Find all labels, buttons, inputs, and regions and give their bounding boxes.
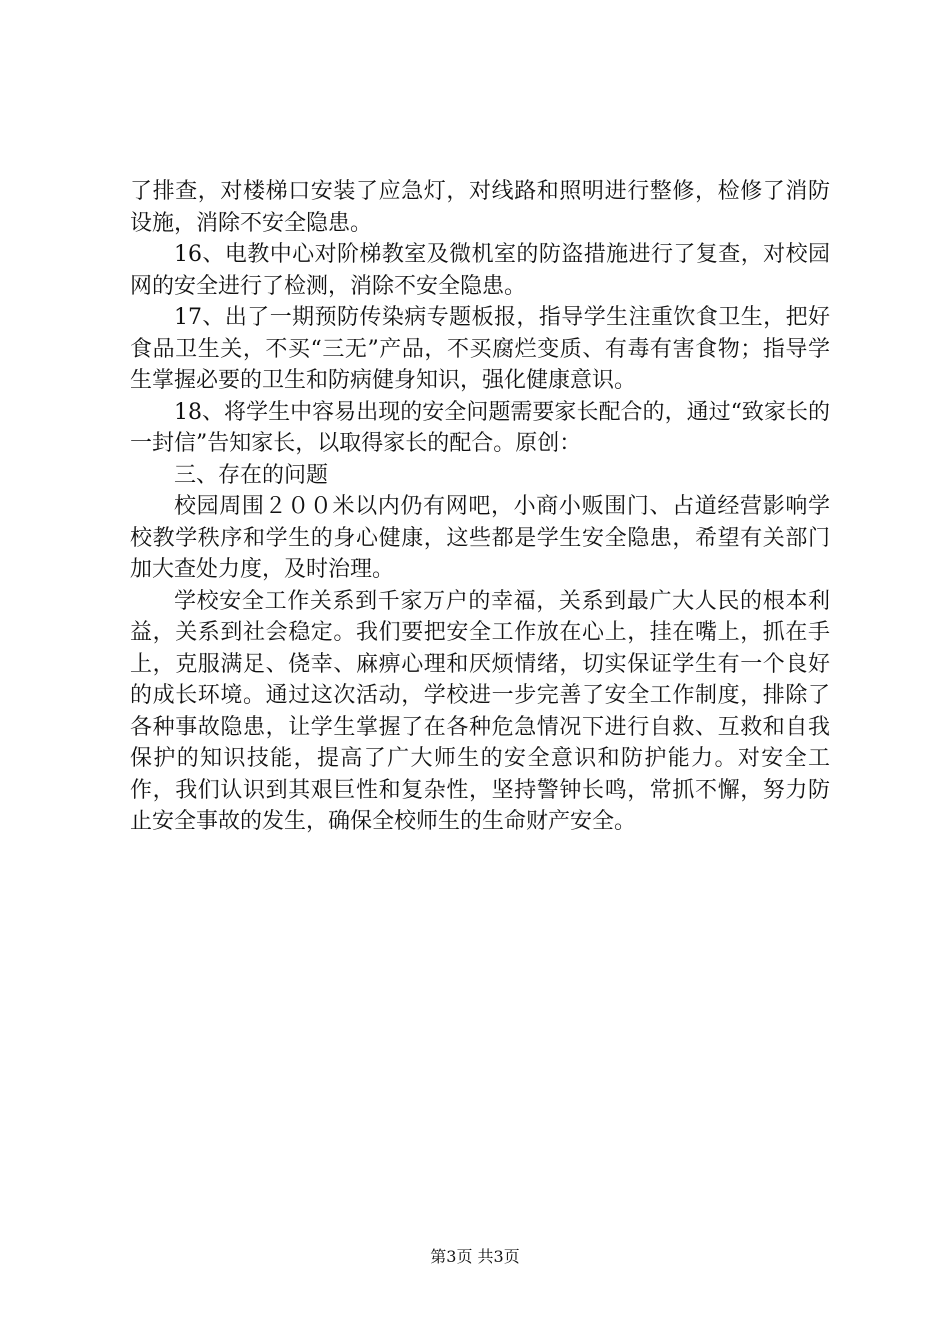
paragraph-continuation: 了排查，对楼梯口安装了应急灯，对线路和照明进行整修，检修了消防设施，消除不安全隐患。 [130,179,830,236]
page-footer [0,1244,950,1267]
paragraph-item-18: 18、将学生中容易出现的安全问题需要家长配合的，通过“致家长的一封信”告知家长，以取得家长的配合。原创： [130,399,830,456]
paragraph-conclusion: 学校安全工作关系到千家万户的幸福，关系到最广大人民的根本利益，关系到社会稳定。我们要把安全工作放在心上，挂在嘴上，抓在手上，克服满足、侥幸、麻痹心理和厌烦情绪，切实保证学生有一个良好的成长环境。通过这次活动，学校进一步完善了安全工作制度，排除了各种事故隐患，让学生掌握了在各种危急情况下进行自救、互救和自我保护的知识技能，提高了广大师生的安全意识和防护能力。对安全工作，我们认识到其艰巨性和复杂性，坚持警钟长鸣，常抓不懈，努力防止安全事故的发生，确保全校师生的生命财产安全。 [130,588,830,834]
document-body [130,176,830,838]
paragraph-item-17: 17、出了一期预防传染病专题板报，指导学生注重饮食卫生，把好食品卫生关，不买“三无”产品，不买腐烂变质、有毒有害食物；指导学生掌握必要的卫生和防病健身知识，强化健康意识。 [130,305,830,393]
page-number-label: 第3页 共3页 [430,1247,520,1266]
paragraph-problems: 校园周围２００米以内仍有网吧，小商小贩围门、占道经营影响学校教学秩序和学生的身心健康，这些都是学生安全隐患，希望有关部门加大查处力度，及时治理。 [130,494,830,582]
paragraph-item-16: 16、电教中心对阶梯教室及微机室的防盗措施进行了复查，对校园网的安全进行了检测，消除不安全隐患。 [130,242,830,299]
section-heading-problems: 三、存在的问题 [174,462,329,488]
